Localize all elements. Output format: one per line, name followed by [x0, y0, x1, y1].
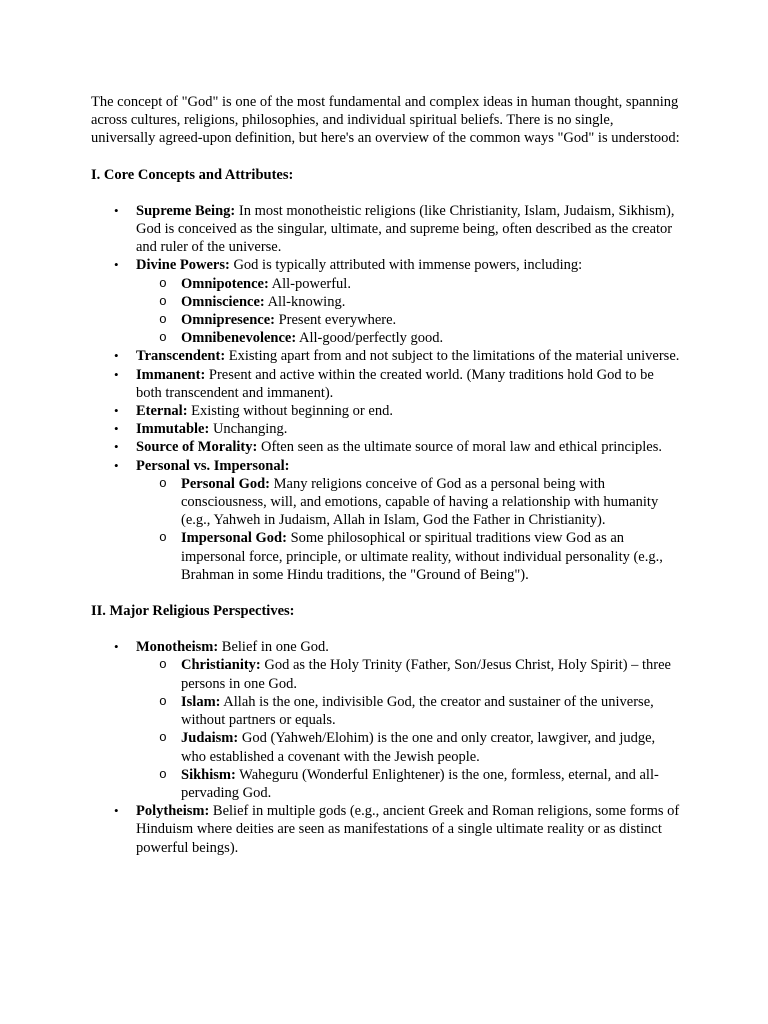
- list-item-polytheism: [114, 802, 681, 857]
- definition: Often seen as the ultimate source of moral law and ethical principles.: [257, 439, 662, 456]
- term: Omnibenevolence:: [181, 330, 297, 347]
- term: Supreme Being:: [136, 202, 236, 219]
- definition: Allah is the one, indivisible God, the creator and sustainer of the universe, without partners or equals.: [181, 693, 654, 729]
- core-concepts-list: [91, 202, 681, 584]
- bullet-icon: •: [114, 348, 119, 364]
- sublist-item-islam: [159, 693, 681, 729]
- term: Divine Powers:: [136, 257, 230, 274]
- bullet-icon: •: [114, 439, 119, 455]
- list-item-personal-vs-impersonal: [114, 457, 681, 584]
- circle-bullet-icon: o: [159, 530, 167, 546]
- religious-perspectives-list: [91, 638, 681, 856]
- term: Omnipresence:: [181, 312, 275, 329]
- definition: In most monotheistic religions (like Christianity, Islam, Judaism, Sikhism), God is conceived as the singular, ultimate, and supreme being, often described as the creator and ruler of the universe.: [136, 202, 675, 256]
- circle-bullet-icon: o: [159, 475, 167, 491]
- term: Personal God:: [181, 475, 271, 492]
- sublist-item-sikhism: [159, 766, 681, 802]
- bullet-icon: •: [114, 639, 119, 655]
- divine-powers-sublist: [136, 275, 681, 348]
- bullet-icon: •: [114, 257, 119, 273]
- section-heading-religious-perspectives: II. Major Religious Perspectives:: [91, 603, 295, 620]
- list-item-divine-powers: [114, 256, 681, 347]
- list-item-monotheism: [114, 638, 681, 802]
- bullet-icon: •: [114, 421, 119, 437]
- term: Omnipotence:: [181, 275, 269, 292]
- list-item-supreme-being: [114, 202, 681, 257]
- sublist-item-impersonal-god: [159, 529, 681, 584]
- term: Immanent:: [136, 366, 206, 383]
- list-item-source-of-morality: [114, 438, 681, 456]
- document-page: [91, 93, 681, 875]
- term: Islam:: [181, 693, 221, 710]
- definition: Some philosophical or spiritual traditions view God as an impersonal force, principle, or ultimate reality, without individual personality (e.g., Brahman in some Hindu traditions, the "Ground of Being").: [181, 530, 663, 583]
- list-item-transcendent: [114, 347, 681, 365]
- intro-paragraph: The concept of "God" is one of the most fundamental and complex ideas in human thought, spanning across cultures, religions, philosophies, and individual spiritual beliefs. There is no single, universally agreed-upon definition, but here's an overview of the common ways "God" is understood:: [91, 94, 680, 147]
- term: Sikhism:: [181, 766, 236, 783]
- definition: All-good/perfectly good.: [296, 330, 444, 347]
- bullet-icon: •: [114, 202, 119, 218]
- definition: All-powerful.: [268, 275, 351, 292]
- term: Source of Morality:: [136, 439, 258, 456]
- definition: God is typically attributed with immense powers, including:: [229, 257, 583, 274]
- list-item-immutable: [114, 420, 681, 438]
- circle-bullet-icon: o: [159, 275, 167, 291]
- circle-bullet-icon: o: [159, 293, 167, 309]
- sublist-item-omniscience: [159, 293, 681, 311]
- sublist-item-omnibenevolence: [159, 329, 681, 347]
- circle-bullet-icon: o: [159, 766, 167, 782]
- term: Polytheism:: [136, 803, 210, 820]
- section-heading-core-concepts: I. Core Concepts and Attributes:: [91, 166, 294, 183]
- bullet-icon: •: [114, 366, 119, 382]
- bullet-icon: •: [114, 803, 119, 819]
- sublist-item-personal-god: [159, 475, 681, 530]
- bullet-icon: •: [114, 457, 119, 473]
- definition: Waheguru (Wonderful Enlightener) is the one, formless, eternal, and all-pervading God.: [181, 766, 659, 801]
- definition: Belief in one God.: [218, 639, 329, 656]
- list-item-immanent: [114, 366, 681, 402]
- circle-bullet-icon: o: [159, 312, 167, 328]
- definition: Present everywhere.: [274, 312, 397, 329]
- term: Transcendent:: [136, 348, 226, 365]
- list-item-eternal: [114, 402, 681, 420]
- definition: Present and active within the created world. (Many traditions hold God to be both transcendent and immanent).: [136, 366, 654, 401]
- sublist-item-christianity: [159, 656, 681, 692]
- circle-bullet-icon: o: [159, 693, 167, 709]
- bullet-icon: •: [114, 403, 119, 419]
- sublist-item-judaism: [159, 729, 681, 765]
- term: Judaism:: [181, 730, 239, 747]
- sublist-item-omnipotence: [159, 275, 681, 293]
- sublist-item-omnipresence: [159, 311, 681, 329]
- definition: Existing without beginning or end.: [187, 403, 393, 420]
- circle-bullet-icon: o: [159, 330, 167, 346]
- definition: Belief in multiple gods (e.g., ancient Greek and Roman religions, some forms of Hinduism where deities are seen as manifestations of a single ultimate reality or as distinct powerful beings).: [136, 803, 680, 856]
- term: Omniscience:: [181, 293, 265, 310]
- circle-bullet-icon: o: [159, 730, 167, 746]
- monotheism-sublist: [136, 656, 681, 802]
- definition: All-knowing.: [264, 293, 346, 310]
- term: Monotheism:: [136, 639, 219, 656]
- definition: Many religions conceive of God as a personal being with consciousness, will, and emotions, capable of having a relationship with humanity (e.g., Yahweh in Judaism, Allah in Islam, God the Father in Christianity).: [181, 475, 659, 529]
- definition: God (Yahweh/Elohim) is the one and only creator, lawgiver, and judge, who established a covenant with the Jewish people.: [181, 730, 656, 765]
- term: Immutable:: [136, 421, 210, 438]
- definition: God as the Holy Trinity (Father, Son/Jesus Christ, Holy Spirit) – three persons in one God.: [181, 657, 671, 692]
- personal-impersonal-sublist: [136, 475, 681, 584]
- circle-bullet-icon: o: [159, 657, 167, 673]
- term: Eternal:: [136, 403, 188, 420]
- term: Christianity:: [181, 657, 261, 674]
- term: Impersonal God:: [181, 530, 287, 547]
- definition: Existing apart from and not subject to the limitations of the material universe.: [225, 348, 680, 365]
- term: Personal vs. Impersonal:: [136, 457, 290, 474]
- definition: Unchanging.: [209, 421, 288, 438]
